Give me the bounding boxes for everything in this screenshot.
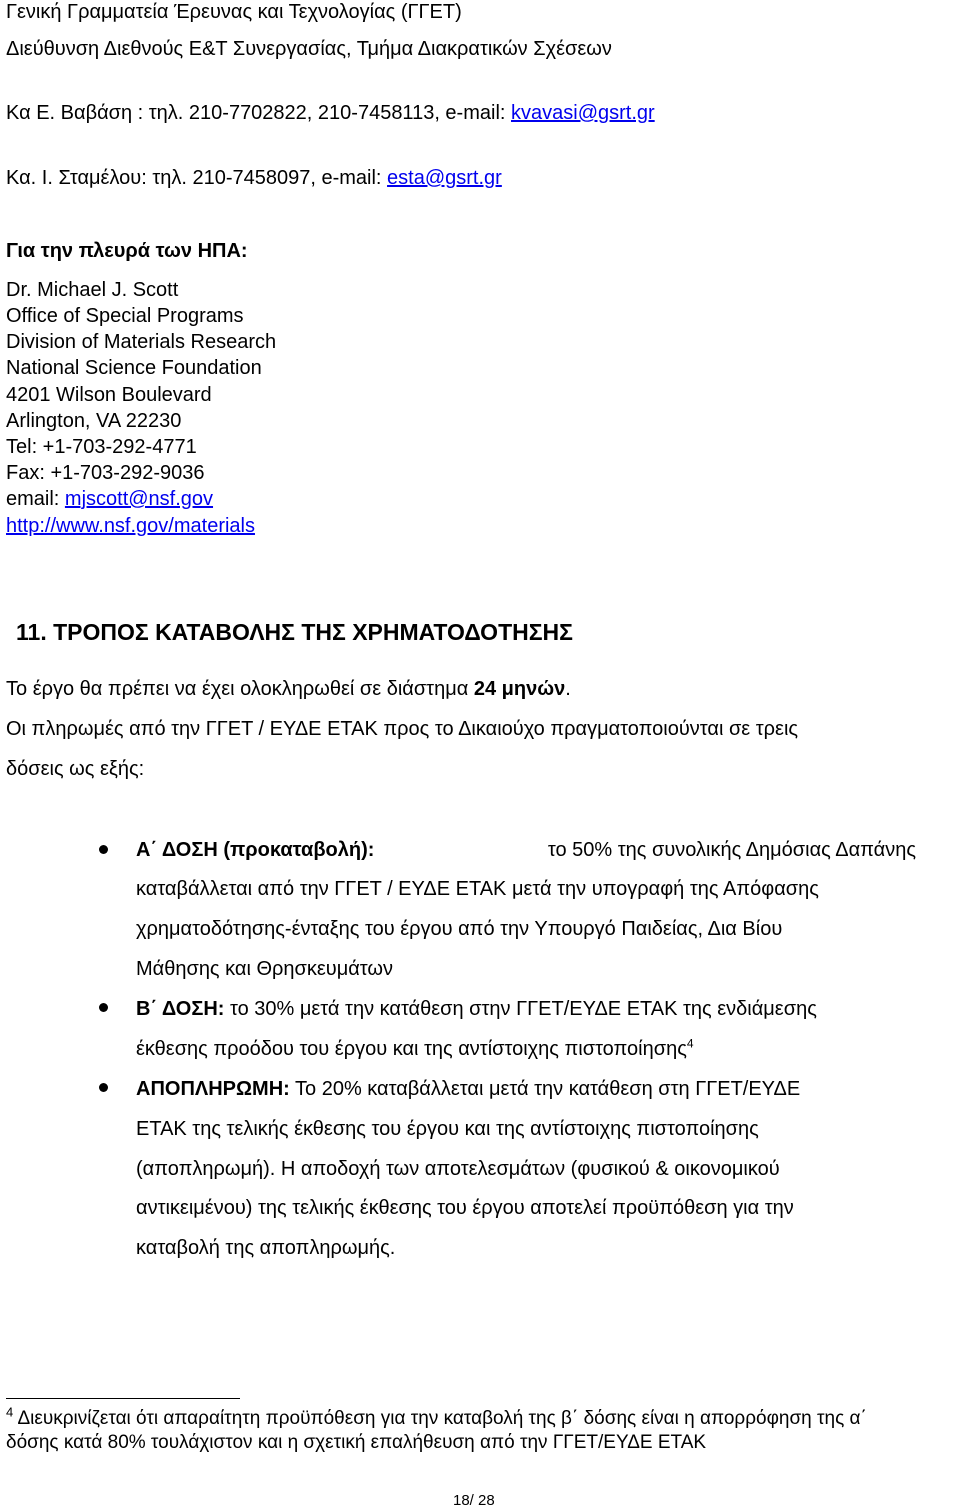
payments-intro-line-2: δόσεις ως εξής: [6, 758, 145, 780]
bullet2-label: Β΄ ΔΟΣΗ: [136, 998, 225, 1020]
bullet2-line2 [136, 1037, 694, 1061]
contact-stamelou-text: Κα. Ι. Σταμέλου: τηλ. 210-7458097, e-mail: [6, 167, 388, 189]
bullet3-label: ΑΠΟΠΛΗΡΩΜΗ: [136, 1078, 290, 1100]
bullet3-line1 [136, 1077, 800, 1101]
us-side-heading: Για την πλευρά των ΗΠΑ: [6, 240, 248, 262]
bullet2-line1-text: το 30% μετά την κατάθεση στην ΓΓΕΤ/ΕΥΔΕ ΕΤΑΚ της ενδιάμεσης [229, 998, 817, 1020]
page-number: 18/ 28 [453, 1492, 495, 1509]
duration-text: Το έργο θα πρέπει να έχει ολοκληρωθεί σε διάστημα [6, 678, 474, 700]
bullet3-line2: ΕΤΑΚ της τελικής έκθεσης του έργου και της αντίστοιχης πιστοποίησης [136, 1118, 759, 1140]
bullet-dot-3 [99, 1083, 108, 1092]
us-contact-name: Dr. Michael J. Scott [6, 279, 179, 301]
payments-intro-line-1: Οι πληρωμές από την ΓΓΕΤ / ΕΥΔΕ ΕΤΑΚ προς το Δικαιούχο πραγματοποιούνται σε τρεις [6, 718, 799, 740]
section-11-title: 11. ΤΡΟΠΟΣ ΚΑΤΑΒΟΛΗΣ ΤΗΣ ΧΡΗΜΑΤΟΔΟΤΗΣΗΣ [16, 619, 573, 645]
bullet1-line4: Μάθησης και Θρησκευμάτων [136, 958, 394, 980]
us-contact-city: Arlington, VA 22230 [6, 410, 182, 432]
bullet1-label: Α΄ ΔΟΣΗ (προκαταβολή): [136, 839, 375, 861]
bullet1-line1-text: το 50% της συνολικής Δημόσιας Δαπάνης [547, 839, 916, 861]
us-contact-division: Division of Materials Research [6, 331, 277, 353]
footnote-number: 4 [6, 1404, 14, 1420]
email-link-esta[interactable]: esta@gsrt.gr [387, 167, 502, 189]
bullet2-line1 [136, 997, 817, 1021]
org-line-2: Διεύθυνση Διεθνούς Ε&Τ Συνεργασίας, Τμήμα Διακρατικών Σχέσεων [6, 38, 612, 60]
us-contact-foundation: National Science Foundation [6, 357, 262, 379]
bullet3-line3: (αποπληρωμή). Η αποδοχή των αποτελεσμάτων (φυσικού & οικονομικού [136, 1158, 780, 1180]
bullet1-line3: χρηματοδότησης-ένταξης του έργου από την Υπουργό Παιδείας, Δια Βίου [136, 918, 783, 940]
us-contact-tel: Tel: +1-703-292-4771 [6, 436, 197, 458]
bullet3-line5: καταβολή της αποπληρωμής. [136, 1237, 396, 1259]
footnote-ref: 4 [686, 1036, 694, 1051]
contact-stamelou [6, 166, 502, 190]
duration-bold: 24 μηνών [473, 678, 566, 700]
us-contact-url-line [6, 514, 255, 538]
nsf-materials-link[interactable]: http://www.nsf.gov/materials [6, 515, 255, 537]
us-email-label: email: [6, 488, 65, 510]
contact-vavasi-text: Κα Ε. Βαβάση : τηλ. 210-7702822, 210-7458113, e-mail: [6, 102, 511, 124]
email-link-kvavasi[interactable]: kvavasi@gsrt.gr [511, 102, 655, 124]
footnote-line-1 [6, 1404, 867, 1431]
org-line-1: Γενική Γραμματεία Έρευνας και Τεχνολογίας (ΓΓΕΤ) [6, 1, 462, 23]
email-link-mjscott[interactable]: mjscott@nsf.gov [64, 488, 214, 510]
duration-line [6, 677, 571, 701]
us-contact-email [6, 487, 213, 511]
bullet3-line4: αντικειμένου) της τελικής έκθεσης του έργου αποτελεί προϋπόθεση για την [136, 1197, 794, 1219]
bullet1-line1 [136, 838, 916, 862]
footnote-separator [6, 1398, 240, 1399]
bullet-dot-1 [99, 845, 108, 854]
footnote-line-2: δόσης κατά 80% τουλάχιστον και η σχετική επαλήθευση από την ΓΓΕΤ/ΕΥΔΕ ΕΤΑΚ [6, 1432, 707, 1453]
us-contact-office: Office of Special Programs [6, 305, 244, 327]
bullet2-line2-text: έκθεσης προόδου του έργου και της αντίστοιχης πιστοποίησης [136, 1038, 687, 1060]
footnote-text-1: Διευκρινίζεται ότι απαραίτητη προϋπόθεση για την καταβολή της β΄ δόσης είναι η απορρόφηση της α΄ [13, 1408, 867, 1429]
us-contact-fax: Fax: +1-703-292-9036 [6, 462, 205, 484]
contact-vavasi [6, 101, 655, 125]
duration-end: . [565, 678, 571, 700]
bullet1-line2: καταβάλλεται από την ΓΓΕΤ / ΕΥΔΕ ΕΤΑΚ μετά την υπογραφή της Απόφασης [136, 878, 819, 900]
bullet3-line1-text: Το 20% καταβάλλεται μετά την κατάθεση στη ΓΓΕΤ/ΕΥΔΕ [295, 1078, 801, 1100]
bullet-dot-2 [99, 1003, 108, 1012]
us-contact-street: 4201 Wilson Boulevard [6, 384, 212, 406]
